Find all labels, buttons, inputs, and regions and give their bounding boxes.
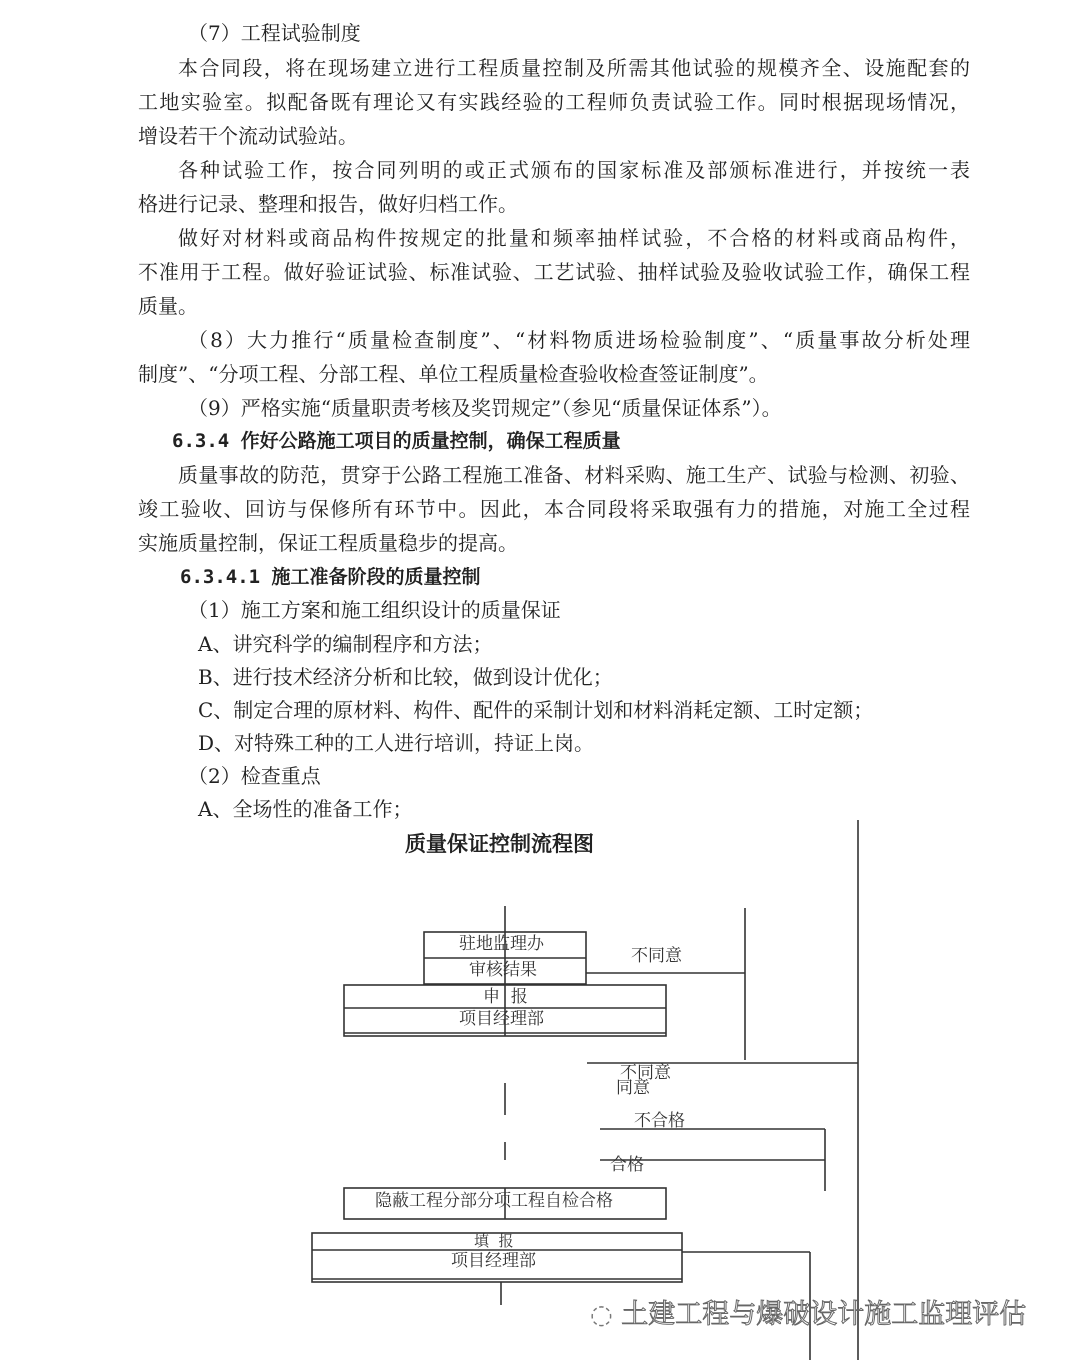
section-heading: 6.3.4 作好公路施工项目的质量控制，确保工程质量 [172, 430, 621, 452]
unqualified-label: 不合格 [634, 1111, 685, 1131]
paragraph-line: 质量事故的防范，贯穿于公路工程施工准备、材料采购、施工生产、试验与检测、初验、 [178, 463, 970, 487]
fill-report-label: 填 报 [474, 1232, 514, 1250]
paragraph-line: 工地实验室。拟配备既有理论又有实践经验的工程师负责试验工作。同时根据现场情况， [138, 90, 970, 114]
project-dept-label-2: 项目经理部 [451, 1251, 536, 1271]
paragraph-line: （1）施工方案和施工组织设计的质量保证 [188, 598, 561, 622]
paragraph-line: （2）检查重点 [188, 764, 321, 788]
project-dept-label: 项目经理部 [459, 1009, 544, 1029]
paragraph-line: 做好对材料或商品构件按规定的批量和频率抽样试验，不合格的材料或商品构件， [178, 226, 970, 250]
subsection-heading: 6.3.4.1 施工准备阶段的质量控制 [180, 566, 481, 588]
paragraph-line: （9）严格实施“质量职责考核及奖罚规定”（参见“质量保证体系”）。 [188, 396, 782, 420]
paragraph-line: 格进行记录、整理和报告，做好归档工作。 [138, 192, 518, 216]
list-item: B、进行技术经济分析和比较，做到设计优化； [198, 665, 613, 689]
disagree-label: 不同意 [631, 946, 682, 966]
disagree-label: 不同意 [620, 1063, 671, 1083]
paragraph-line: 不准用于工程。做好验证试验、标准试验、工艺试验、抽样试验及验收试验工作，确保工程 [138, 260, 970, 284]
supervisor-office-label: 驻地监理办 [459, 934, 544, 954]
list-item: A、全场性的准备工作； [198, 797, 413, 821]
list-item: A、讲究科学的编制程序和方法； [198, 632, 493, 656]
submit-label: 申 报 [483, 987, 528, 1007]
qualified-label: 合格 [610, 1155, 644, 1175]
paragraph-line: （7）工程试验制度 [188, 21, 361, 45]
paragraph-line: 竣工验收、回访与保修所有环节中。因此，本合同段将采取强有力的措施，对施工全过程 [138, 497, 970, 521]
watermark-text: 土建工程与爆破设计施工监理评估 [621, 1299, 1027, 1330]
list-item: C、制定合理的原材料、构件、配件的采制计划和材料消耗定额、工时定额； [198, 698, 874, 722]
paragraph-line: 各种试验工作，按合同列明的或正式颁布的国家标准及部颁标准进行，并按统一表 [178, 158, 970, 182]
list-item: D、对特殊工种的工人进行培训，持证上岗。 [198, 731, 595, 755]
wechat-icon: ◌ [590, 1300, 613, 1330]
agree-label: 同意 [616, 1078, 650, 1098]
paragraph-line: 实施质量控制，保证工程质量稳步的提高。 [138, 531, 518, 555]
paragraph-line: 质量。 [138, 294, 198, 318]
self-check-label: 隐蔽工程分部分项工程自检合格 [375, 1191, 613, 1211]
review-result-label: 审核结果 [469, 960, 537, 980]
paragraph-line: 本合同段，将在现场建立进行工程质量控制及所需其他试验的规模齐全、设施配套的 [178, 56, 970, 80]
paragraph-line: （8）大力推行“质量检查制度”、“材料物质进场检验制度”、“质量事故分析处理 [188, 328, 970, 352]
watermark [590, 1292, 1026, 1331]
paragraph-line: 增设若干个流动试验站。 [138, 124, 358, 148]
paragraph-line: 制度”、“分项工程、分部工程、单位工程质量检查验收检查签证制度”。 [138, 362, 769, 386]
flowchart-title: 质量保证控制流程图 [405, 832, 594, 856]
